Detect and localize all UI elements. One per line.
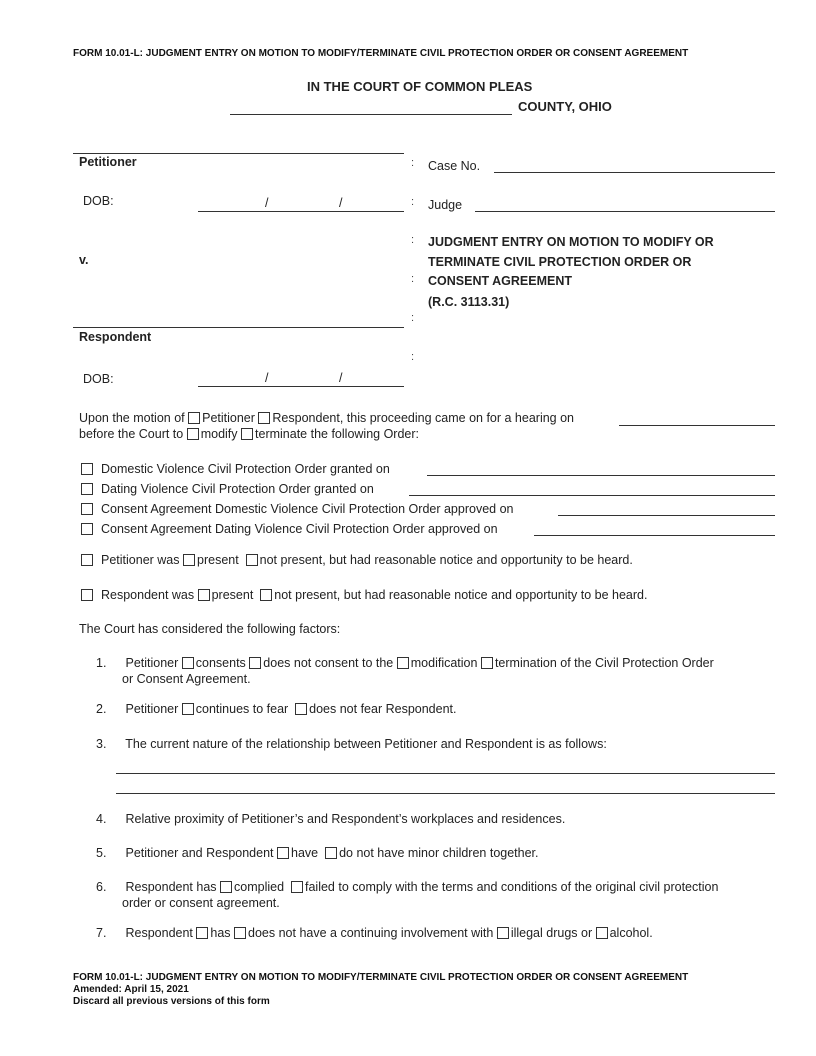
footer-form-title: FORM 10.01-L: JUDGMENT ENTRY ON MOTION TO MODIFY/TERMINATE CIVIL PROTECTION ORDER OR CONSENT AGREEMENT: [73, 972, 689, 983]
continues-to-fear-checkbox[interactable]: [182, 703, 194, 715]
have-children-checkbox[interactable]: [277, 847, 289, 859]
respondent-dob-field[interactable]: [198, 371, 404, 387]
statute-reference: (R.C. 3113.31): [428, 295, 510, 309]
factor-text: Relative proximity of Petitioner’s and Respondent’s workplaces and residences.: [125, 812, 566, 826]
factor-number: 3.: [96, 737, 107, 751]
order-type-label: Dating Violence Civil Protection Order granted on: [101, 482, 374, 496]
county-label: COUNTY, OHIO: [518, 99, 612, 114]
modification-label: modification: [410, 656, 478, 670]
complied-checkbox[interactable]: [220, 881, 232, 893]
respondent-name-field[interactable]: [73, 312, 404, 328]
petitioner-label: Petitioner: [79, 155, 137, 169]
footer-discard-note: Discard all previous versions of this form: [73, 996, 270, 1007]
factor-number: 1.: [96, 656, 107, 670]
modify-label: modify: [200, 427, 238, 441]
respondent-presence: [81, 588, 647, 602]
caption-colon: :: [411, 157, 415, 169]
factor-text: Respondent: [125, 926, 193, 940]
factor-7: [96, 926, 653, 940]
does-not-have-label: does not have a continuing involvement with: [248, 926, 494, 940]
document-title-line: JUDGMENT ENTRY ON MOTION TO MODIFY OR: [428, 235, 714, 249]
order-date-field[interactable]: [534, 520, 775, 536]
petitioner-dob-slash-2: /: [339, 196, 343, 210]
relationship-field-line[interactable]: [116, 758, 775, 774]
order-type-item: [81, 462, 390, 476]
respondent-was-label: Respondent was: [101, 588, 195, 602]
motion-text: Upon the motion of: [79, 411, 185, 425]
document-title-line: CONSENT AGREEMENT: [428, 274, 572, 288]
have-label: have: [291, 846, 319, 860]
motion-text: this proceeding came on for a hearing on: [346, 411, 575, 425]
not-present-label: not present, but had reasonable notice and opportunity to be heard.: [259, 553, 633, 567]
does-not-fear-checkbox[interactable]: [295, 703, 307, 715]
factor-text: Petitioner: [125, 656, 179, 670]
respondent-dob-label: DOB:: [83, 372, 114, 386]
case-no-label: Case No.: [428, 159, 481, 173]
order-type-checkbox[interactable]: [81, 483, 93, 495]
versus-label: v.: [79, 253, 89, 267]
motion-petitioner-label: Petitioner: [202, 411, 255, 425]
factor-number: 5.: [96, 846, 107, 860]
order-type-checkbox[interactable]: [81, 503, 93, 515]
respondent-label: Respondent: [79, 330, 152, 344]
relationship-field-line[interactable]: [116, 778, 775, 794]
terminate-checkbox[interactable]: [241, 428, 253, 440]
factor-text: Petitioner: [125, 702, 179, 716]
factor-1-continuation: or Consent Agreement.: [122, 672, 251, 686]
motion-text: before the Court to: [79, 427, 184, 441]
caption-colon: :: [411, 196, 415, 208]
document-title: [428, 233, 714, 292]
has-label: has: [210, 926, 231, 940]
terminate-label: terminate the following Order:: [255, 427, 419, 441]
petitioner-not-present-checkbox[interactable]: [246, 554, 258, 566]
judge-label: Judge: [428, 198, 463, 212]
factor-text: Respondent has: [125, 880, 217, 894]
failed-to-comply-checkbox[interactable]: [291, 881, 303, 893]
respondent-presence-checkbox[interactable]: [81, 589, 93, 601]
present-label: present: [197, 553, 239, 567]
order-type-item: [81, 482, 374, 496]
order-type-label: Consent Agreement Dating Violence Civil Protection Order approved on: [101, 522, 498, 536]
factor-3: [96, 737, 607, 751]
do-not-have-label: do not have minor children together.: [339, 846, 539, 860]
order-date-field[interactable]: [409, 480, 775, 496]
factor-5: [96, 846, 539, 860]
factor-number: 7.: [96, 926, 107, 940]
petitioner-name-field[interactable]: [73, 138, 404, 154]
alcohol-label: alcohol.: [609, 926, 653, 940]
footer-amended-date: Amended: April 15, 2021: [73, 984, 189, 995]
order-type-item: [81, 502, 513, 516]
petitioner-present-checkbox[interactable]: [183, 554, 195, 566]
termination-label: termination of the Civil Protection Order: [494, 656, 714, 670]
factor-1: [96, 656, 714, 670]
present-label: present: [211, 588, 254, 602]
document-title-line: TERMINATE CIVIL PROTECTION ORDER OR: [428, 254, 692, 269]
has-involvement-checkbox[interactable]: [196, 927, 208, 939]
not-present-label: not present, but had reasonable notice and opportunity to be heard.: [274, 588, 648, 602]
factor-number: 2.: [96, 702, 107, 716]
factor-6-continuation: order or consent agreement.: [122, 896, 280, 910]
county-name-field[interactable]: [230, 99, 512, 115]
factor-text: The current nature of the relationship between Petitioner and Respondent is as follows:: [125, 737, 607, 751]
factor-number: 6.: [96, 880, 107, 894]
complied-label: complied: [234, 880, 285, 894]
do-not-have-children-checkbox[interactable]: [325, 847, 337, 859]
factor-2: [96, 702, 456, 716]
consents-checkbox[interactable]: [182, 657, 194, 669]
motion-line-2: [79, 427, 419, 441]
termination-checkbox[interactable]: [481, 657, 493, 669]
illegal-drugs-checkbox[interactable]: [497, 927, 509, 939]
order-type-checkbox[interactable]: [81, 523, 93, 535]
petitioner-was-label: Petitioner was: [101, 553, 180, 567]
order-type-label: Domestic Violence Civil Protection Order granted on: [101, 462, 390, 476]
alcohol-checkbox[interactable]: [596, 927, 608, 939]
factor-text: Petitioner and Respondent: [125, 846, 274, 860]
respondent-present-checkbox[interactable]: [198, 589, 210, 601]
petitioner-dob-label: DOB:: [83, 194, 114, 208]
petitioner-dob-slash-1: /: [265, 196, 269, 210]
order-type-label: Consent Agreement Domestic Violence Civil Protection Order approved on: [101, 502, 514, 516]
motion-line-1: [79, 411, 574, 425]
continues-to-fear-label: continues to fear: [195, 702, 289, 716]
petitioner-presence: [81, 553, 633, 567]
respondent-dob-slash-1: /: [265, 371, 269, 385]
respondent-dob-slash-2: /: [339, 371, 343, 385]
illegal-drugs-label: illegal drugs or: [510, 926, 593, 940]
factors-intro: The Court has considered the following factors:: [79, 622, 341, 636]
does-not-consent-label: does not consent to the: [263, 656, 394, 670]
failed-to-comply-label: failed to comply with the terms and conditions of the original civil protection: [305, 880, 719, 894]
form-header-title: FORM 10.01-L: JUDGMENT ENTRY ON MOTION TO MODIFY/TERMINATE CIVIL PROTECTION ORDER OR CONSENT AGREEMENT: [73, 48, 689, 59]
order-date-field[interactable]: [558, 500, 775, 516]
order-date-field[interactable]: [427, 460, 775, 476]
caption-colon: :: [411, 351, 415, 363]
order-type-checkbox[interactable]: [81, 463, 93, 475]
petitioner-presence-checkbox[interactable]: [81, 554, 93, 566]
modification-checkbox[interactable]: [397, 657, 409, 669]
motion-respondent-checkbox[interactable]: [258, 412, 270, 424]
motion-respondent-label: Respondent,: [272, 411, 344, 425]
case-no-field[interactable]: [494, 157, 775, 173]
motion-petitioner-checkbox[interactable]: [188, 412, 200, 424]
caption-colon: :: [411, 234, 415, 246]
modify-checkbox[interactable]: [187, 428, 199, 440]
caption-colon: :: [411, 273, 415, 285]
respondent-not-present-checkbox[interactable]: [260, 589, 272, 601]
factor-number: 4.: [96, 812, 107, 826]
does-not-consent-checkbox[interactable]: [249, 657, 261, 669]
factor-6: [96, 880, 718, 894]
court-name: IN THE COURT OF COMMON PLEAS: [307, 79, 533, 94]
factor-4: [96, 812, 565, 826]
judge-field[interactable]: [475, 196, 775, 212]
does-not-fear-label: does not fear Respondent.: [309, 702, 457, 716]
order-type-item: [81, 522, 498, 536]
does-not-have-involvement-checkbox[interactable]: [234, 927, 246, 939]
hearing-date-field[interactable]: [619, 410, 775, 426]
caption-colon: :: [411, 312, 415, 324]
consents-label: consents: [195, 656, 246, 670]
petitioner-dob-field[interactable]: [198, 196, 404, 212]
